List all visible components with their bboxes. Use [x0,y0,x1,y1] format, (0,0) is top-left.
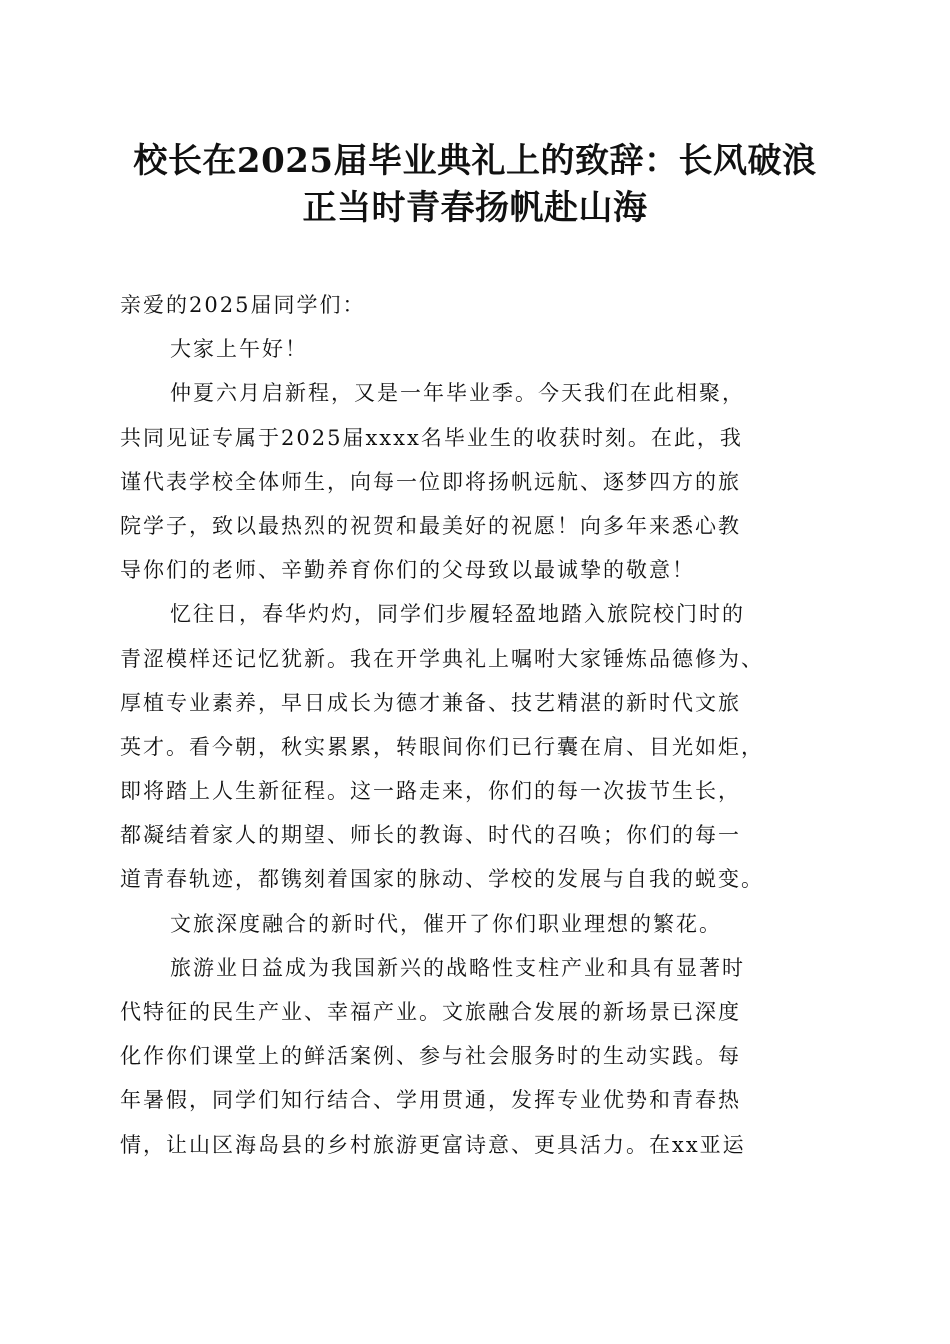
document-title [90,138,860,232]
paragraph-2-line: 英才。看今朝，秋实累累，转眼间你们已行囊在肩、目光如炬， [120,734,764,759]
paragraph-2-line: 厚植专业素养，早日成长为德才兼备、技艺精湛的新时代文旅 [120,690,741,715]
title-line-1: 校长在2025届毕业典礼上的致辞：长风破浪 [133,141,817,181]
paragraph-2-line: 道青春轨迹，都镌刻着国家的脉动、学校的发展与自我的蜕变。 [120,867,764,892]
title-line-2: 正当时青春扬帆赴山海 [302,188,648,228]
salutation: 亲爱的2025届同学们： [120,293,366,317]
paragraph-1-line: 仲夏六月启新程，又是一年毕业季。今天我们在此相聚， [170,381,745,406]
paragraph-1-line: 院学子，致以最热烈的祝贺和最美好的祝愿！向多年来悉心教 [120,513,741,538]
paragraph-3-line: 化作你们课堂上的鲜活案例、参与社会服务时的生动实践。每 [120,1044,741,1069]
paragraph-2-line: 都凝结着家人的期望、师长的教诲、时代的召唤；你们的每一 [120,823,741,848]
paragraph-1-line: 导你们的老师、辛勤养育你们的父母致以最诚挚的敬意！ [120,558,695,583]
document-body [120,283,830,1167]
section-heading: 文旅深度融合的新时代，催开了你们职业理想的繁花。 [170,911,722,936]
paragraph-1-line: 共同见证专属于2025届xxxx名毕业生的收获时刻。在此，我 [120,425,743,450]
greeting: 大家上午好！ [170,337,308,362]
paragraph-3-line: 旅游业日益成为我国新兴的战略性支柱产业和具有显著时 [170,955,745,980]
paragraph-3-line: 年暑假，同学们知行结合、学用贯通，发挥专业优势和青春热 [120,1088,741,1113]
paragraph-1-line: 谨代表学校全体师生，向每一位即将扬帆远航、逐梦四方的旅 [120,469,741,494]
paragraph-2-line: 青涩模样还记忆犹新。我在开学典礼上嘱咐大家锤炼品德修为、 [120,646,764,671]
paragraph-2-line: 忆往日，春华灼灼，同学们步履轻盈地踏入旅院校门时的 [170,602,745,627]
paragraph-2-line: 即将踏上人生新征程。这一路走来，你们的每一次拔节生长， [120,779,741,804]
paragraph-3-line: 代特征的民生产业、幸福产业。文旅融合发展的新场景已深度 [120,1000,741,1024]
paragraph-3-line: 情，让山区海岛县的乡村旅游更富诗意、更具活力。在xx亚运 [120,1132,746,1157]
